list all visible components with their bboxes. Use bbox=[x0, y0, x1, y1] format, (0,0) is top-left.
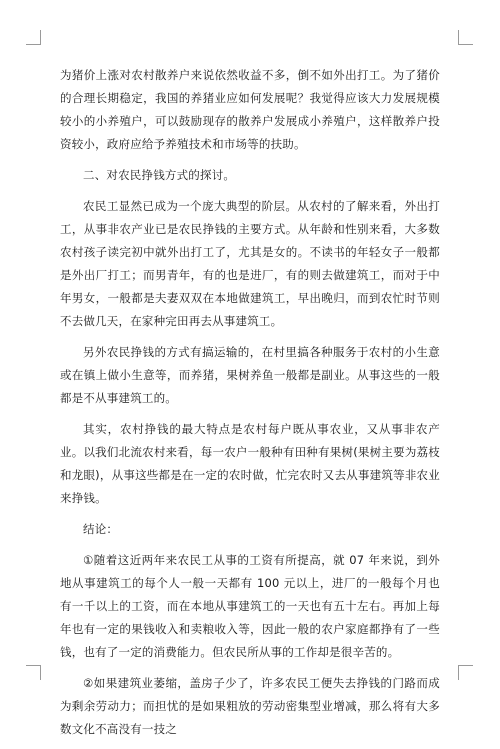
paragraph-migrant-workers: 农民工显然已成为一个庞大典型的阶层。从农村的了解来看，外出打工，从事非农产业已是农民挣钱的主要方式。从年龄和性别来看，大多数农村孩子读完初中就外出打工了，尤其是女的。不读书的年轻女子一般都是外出厂打工；而男青年，有的也是进厂，有的则去做建筑工，而对于中年男女，一般都是夫妻双双在本地做建筑工，早出晚归，而到农忙时节则不去做几天，在家种完田再去从事建筑工。 bbox=[60, 199, 440, 328]
conclusion-point-2: ②如果建筑业萎缩，盖房子少了，许多农民工便失去挣钱的门路而成为剩余劳动力；而担忧的是如果粗放的劳动密集型业增减，那么将有大多数文化不高没有一技之 bbox=[60, 676, 440, 736]
crop-mark-top-right bbox=[458, 30, 473, 45]
crop-mark-top-left bbox=[26, 30, 41, 45]
paragraph-other-earning-methods: 另外农民挣钱的方式有搞运输的，在村里搞各种服务于农村的小生意或在镇上做小生意等，而养猪，果树养鱼一般都是副业。从事这些的一般都是不从事建筑工的。 bbox=[60, 345, 440, 405]
paragraph-pig-farming: 为猪价上涨对农村散养户来说依然收益不多，倒不如外出打工。为了猪价的合理长期稳定，我国的养猪业应如何发展呢？我觉得应该大力发展规模较小的小养殖户，可以鼓励现存的散养户发展成小养殖户，这样散养户投资较小，政府应给予养殖技术和市场等的扶助。 bbox=[60, 68, 440, 151]
conclusion-heading: 结论： bbox=[83, 522, 119, 536]
paragraph-rural-characteristics: 其实，农村挣钱的最大特点是农村每户既从事农业，又从事非农产业。以我们北流农村来看，每一农户一般种有田种有果树(果树主要为荔枝和龙眼)，从事这些都是在一定的农时做，忙完农时又去从事建筑等非农业来挣钱。 bbox=[60, 422, 440, 505]
document-body bbox=[60, 64, 440, 749]
crop-mark-bottom-right bbox=[458, 665, 473, 680]
conclusion-point-1: ①随着这近两年来农民工从事的工资有所提高，就 07 年来说，到外地从事建筑工的每个人一般一天都有 100 元以上，进厂的一般每个月也有一千以上的工资，而在本地从事建筑工的一天也有五十左右。再加上每年也有一定的果钱收入和卖粮收入等，因此一般的农户家庭都挣有了一些钱，也有了一定的消费能力。但农民所从事的工作却是很辛苦的。 bbox=[60, 553, 440, 659]
section-heading-earning-methods: 二、对农民挣钱方式的探讨。 bbox=[83, 168, 236, 182]
crop-mark-bottom-left bbox=[26, 665, 41, 680]
